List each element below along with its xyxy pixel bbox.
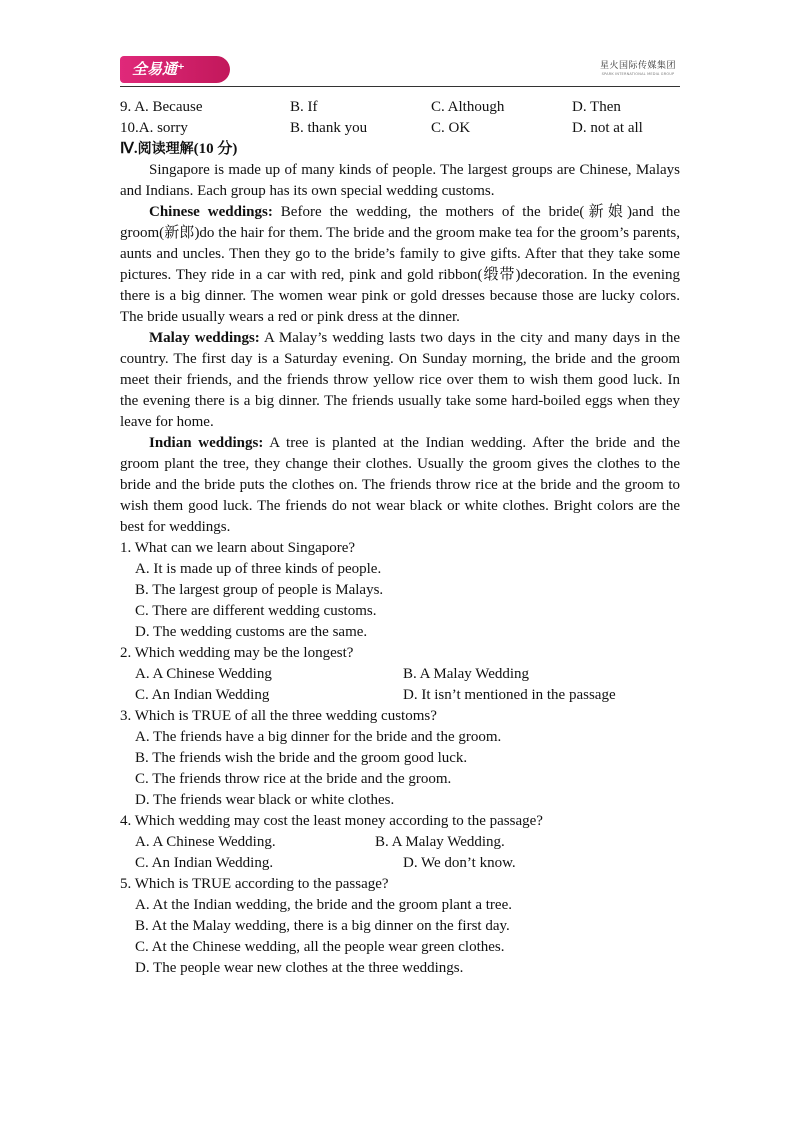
item-number: 9.: [120, 99, 132, 115]
question-4-option-a: A. A Chinese Wedding.: [135, 834, 276, 850]
question-3-option-a: A. The friends have a big dinner for the bride and the groom.: [135, 729, 502, 745]
question-4-row-1: [120, 832, 680, 853]
passage-indian-weddings: [120, 433, 680, 538]
option-a: A. sorry: [138, 120, 188, 136]
page-header: [120, 56, 680, 88]
passage-chinese-weddings: [120, 202, 680, 328]
question-2-stem: 2. Which wedding may be the longest?: [120, 645, 354, 661]
passage-intro: Singapore is made up of many kinds of people. The largest groups are Chinese, Malays and Indians. Each group has its own special wedding customs.: [120, 162, 680, 199]
question-4-stem: 4. Which wedding may cost the least money according to the passage?: [120, 813, 543, 829]
paragraph-heading: Malay weddings:: [149, 330, 260, 346]
brand-logo: [120, 56, 230, 83]
prev-item-9-b: B. If: [290, 99, 318, 115]
prev-item-10-b: B. thank you: [290, 120, 368, 136]
question-3-stem: 3. Which is TRUE of all the three wedding customs?: [120, 708, 437, 724]
paragraph-heading: Indian weddings:: [149, 435, 264, 451]
paragraph-body: A tree is planted at the Indian wedding. After the bride and the groom plant the tree, they change their clothes. Usually the groom gives the clothes to the bride and the bride puts the clothes on. The friends throw rice at the bride and the groom to wish them good luck. The friends do not wear black or white clothes. Bright colors are the best for weddings.: [120, 435, 680, 535]
option-a: A. Because: [134, 99, 203, 115]
question-2-option-c: C. An Indian Wedding: [135, 687, 270, 703]
prev-item-9-a: [120, 97, 203, 118]
question-2-row-2: [120, 685, 680, 706]
question-5-option-c: C. At the Chinese wedding, all the people wear green clothes.: [135, 939, 505, 955]
brand-logo-text: 全易通: [132, 60, 178, 78]
section-score: (10 分): [193, 141, 238, 157]
question-5-option-b: B. At the Malay wedding, there is a big dinner on the first day.: [135, 918, 510, 934]
prev-item-9-c: C. Although: [431, 99, 505, 115]
prev-item-10-d: D. not at all: [572, 120, 643, 136]
question-2-row-1: [120, 664, 680, 685]
question-4-option-b: B. A Malay Wedding.: [375, 834, 505, 850]
question-4-row-2: [120, 853, 680, 874]
question-3-option-d: D. The friends wear black or white clothes.: [135, 792, 395, 808]
prev-item-10-c: C. OK: [431, 120, 471, 136]
question-3-option-c: C. The friends throw rice at the bride and the groom.: [135, 771, 452, 787]
question-2-option-a: A. A Chinese Wedding: [135, 666, 272, 682]
question-1-option-c: C. There are different wedding customs.: [135, 603, 377, 619]
question-4-option-c: C. An Indian Wedding.: [135, 855, 274, 871]
prev-item-9: [120, 97, 680, 118]
section-name: 阅读理解: [137, 141, 194, 157]
question-3-option-b: B. The friends wish the bride and the groom good luck.: [135, 750, 468, 766]
question-1-stem: 1. What can we learn about Singapore?: [120, 540, 356, 556]
section-number: Ⅳ.: [120, 141, 138, 157]
question-1-option-a: A. It is made up of three kinds of people.: [135, 561, 382, 577]
header-divider: [120, 86, 680, 87]
publisher-block: [600, 58, 676, 76]
question-5-option-d: D. The people wear new clothes at the three weddings.: [135, 960, 464, 976]
question-1-option-b: B. The largest group of people is Malays.: [135, 582, 384, 598]
publisher-subtitle: SPARK INTERNATIONAL MEDIA GROUP: [601, 72, 675, 76]
plus-icon: ⁺: [177, 60, 185, 78]
question-5-option-a: A. At the Indian wedding, the bride and the groom plant a tree.: [135, 897, 512, 913]
question-5-stem: 5. Which is TRUE according to the passage?: [120, 876, 389, 892]
publisher-name: 星火国际传媒集团: [599, 61, 676, 71]
paragraph-heading: Chinese weddings:: [149, 204, 273, 220]
item-number: 10.: [120, 120, 139, 136]
section-title: [120, 139, 680, 160]
page-content: [120, 97, 680, 979]
paragraph-body: A Malay’s wedding lasts two days in the city and many days in the country. The first day is a Saturday evening. On Sunday morning, the bride and the groom meet their friends, and the friends throw yellow rice over them to wish them good luck. In the evening there is a big dinner. The friends usually take some hard-boiled eggs when they leave for home.: [120, 330, 681, 430]
paragraph-body: Before the wedding, the mothers of the bride(新娘)and the groom(新郎)do the hair for them. The bride and the groom make tea for the groom’s parents, aunts and uncles. Then they go to the bride’s family to give gifts. After that they take some pictures. They ride in a car with red, pink and gold ribbon(缎带)decoration. In the evening there is a big dinner. The women wear pink or gold dresses because those are lucky colors. The bride usually wears a red or pink dress at the dinner.: [120, 204, 680, 325]
passage-malay-weddings: [120, 328, 680, 433]
question-2-option-d: D. It isn’t mentioned in the passage: [403, 687, 616, 703]
question-2-option-b: B. A Malay Wedding: [403, 666, 530, 682]
prev-item-10-a: [120, 118, 188, 139]
prev-item-10: [120, 118, 680, 139]
question-4-option-d: D. We don’t know.: [403, 855, 516, 871]
prev-item-9-d: D. Then: [572, 99, 621, 115]
question-1-option-d: D. The wedding customs are the same.: [135, 624, 368, 640]
